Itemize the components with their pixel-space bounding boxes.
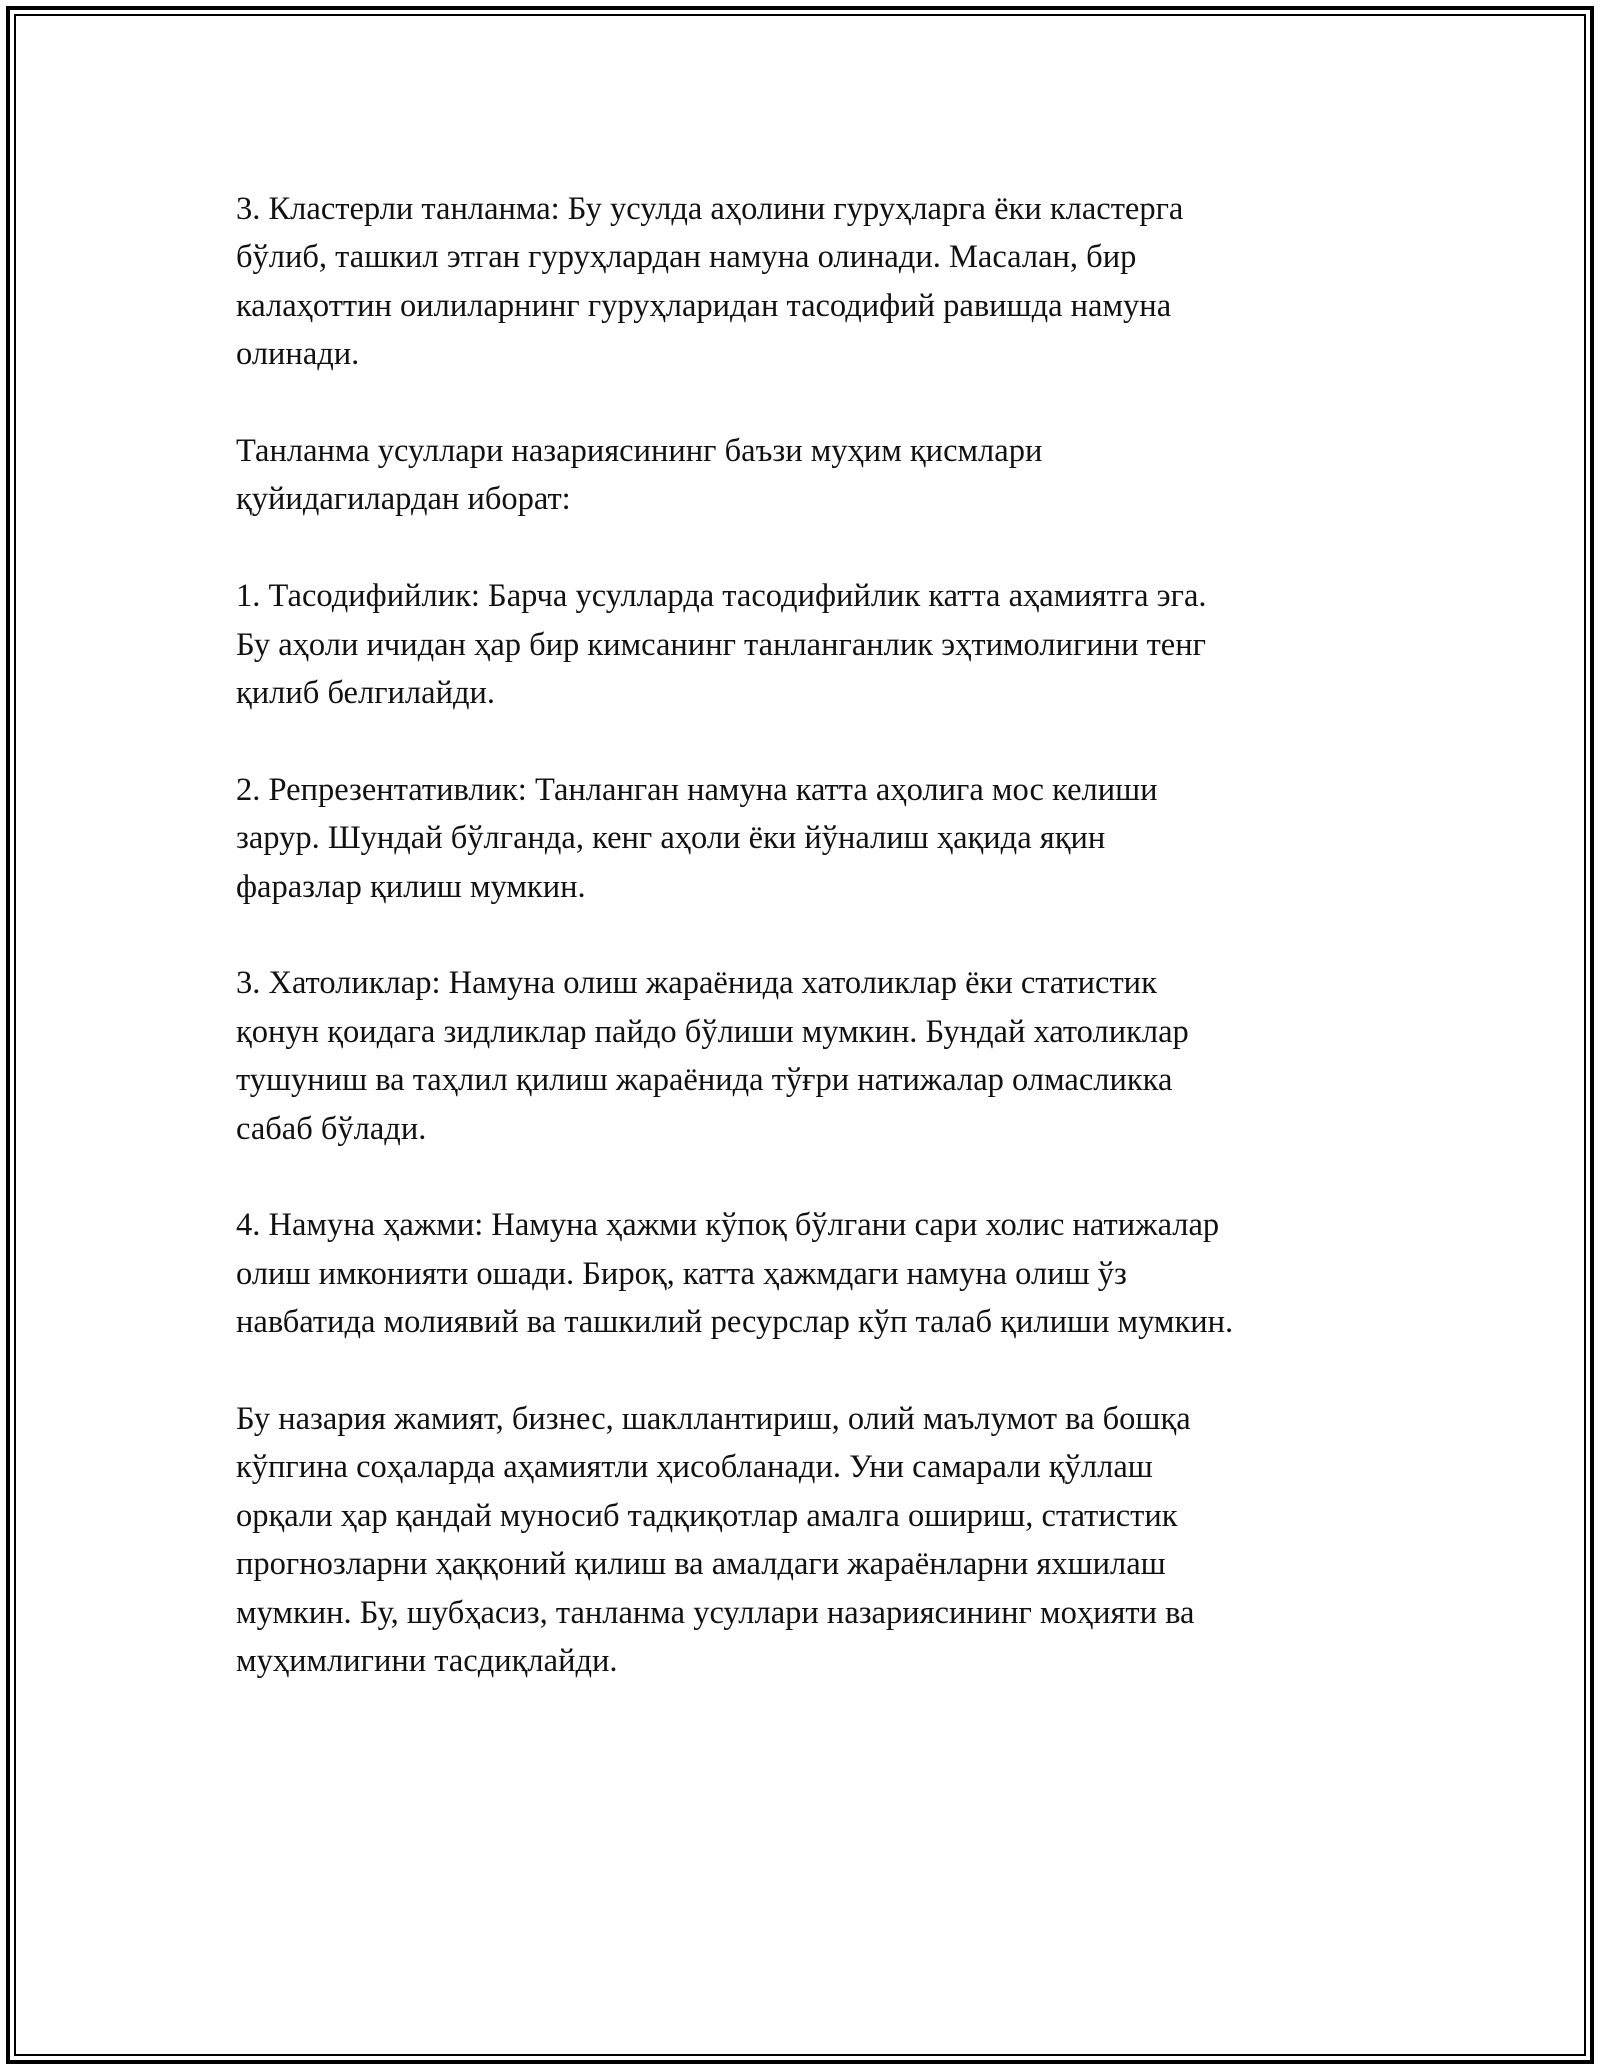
- paragraph-errors: 3. Хатоликлар: Намуна олиш жараёнида хатоликлар ёки статистик қонун қоидага зидликлар пайдо бўлиши мумкин. Бундай хатоликлар тушуниш ва таҳлил қилиш жараёнида тўғри натижалар олмасликка сабаб бўлади.: [236, 965, 1189, 1147]
- paragraph-representativeness: 2. Репрезентативлик: Танланган намуна катта аҳолига мос келиши зарур. Шундай бўлганда, кенг аҳоли ёки йўналиш ҳақида яқин фаразлар қилиш мумкин.: [236, 771, 1158, 905]
- paragraph-sample-size: 4. Намуна ҳажми: Намуна ҳажми кўпоқ бўлгани сари холис натижалар олиш имконияти ошади. Бироқ, катта ҳажмдаги намуна олиш ўз навбатида молиявий ва ташкилий ресурслар кўп талаб қилиши мумкин.: [236, 1207, 1234, 1341]
- paragraph-theory-intro: Танланма усуллари назариясининг баъзи муҳим қисмлари қуйидагилардан иборат:: [236, 433, 1043, 518]
- paragraph-randomness: 1. Тасодифийлик: Барча усулларда тасодифийлик катта аҳамиятга эга. Бу аҳоли ичидан ҳар бир кимсанинг танланганлик эҳтимолигини тенг қилиб белгилайди.: [236, 578, 1207, 712]
- document-body: [236, 185, 1396, 1686]
- paragraph-cluster-sampling: 3. Кластерли танланма: Бу усулда аҳолини гуруҳларга ёки кластерга бўлиб, ташкил этган гуруҳлардан намуна олинади. Масалан, бир калаҳоттин оилиларнинг гуруҳларидан тасодифий равишда намуна олинади.: [236, 191, 1184, 373]
- paragraph-conclusion: Бу назария жамият, бизнес, шакллантириш, олий маълумот ва бошқа кўпгина соҳаларда аҳамиятли ҳисобланади. Уни самарали қўллаш орқали ҳар қандай муносиб тадқиқотлар амалга ошириш, статистик прогнозларни ҳаққоний қилиш ва амалдаги жараёнларни яхшилаш мумкин. Бу, шубҳасиз, танланма усуллари назариясининг моҳияти ва муҳимлигини тасдиқлайди.: [236, 1401, 1195, 1680]
